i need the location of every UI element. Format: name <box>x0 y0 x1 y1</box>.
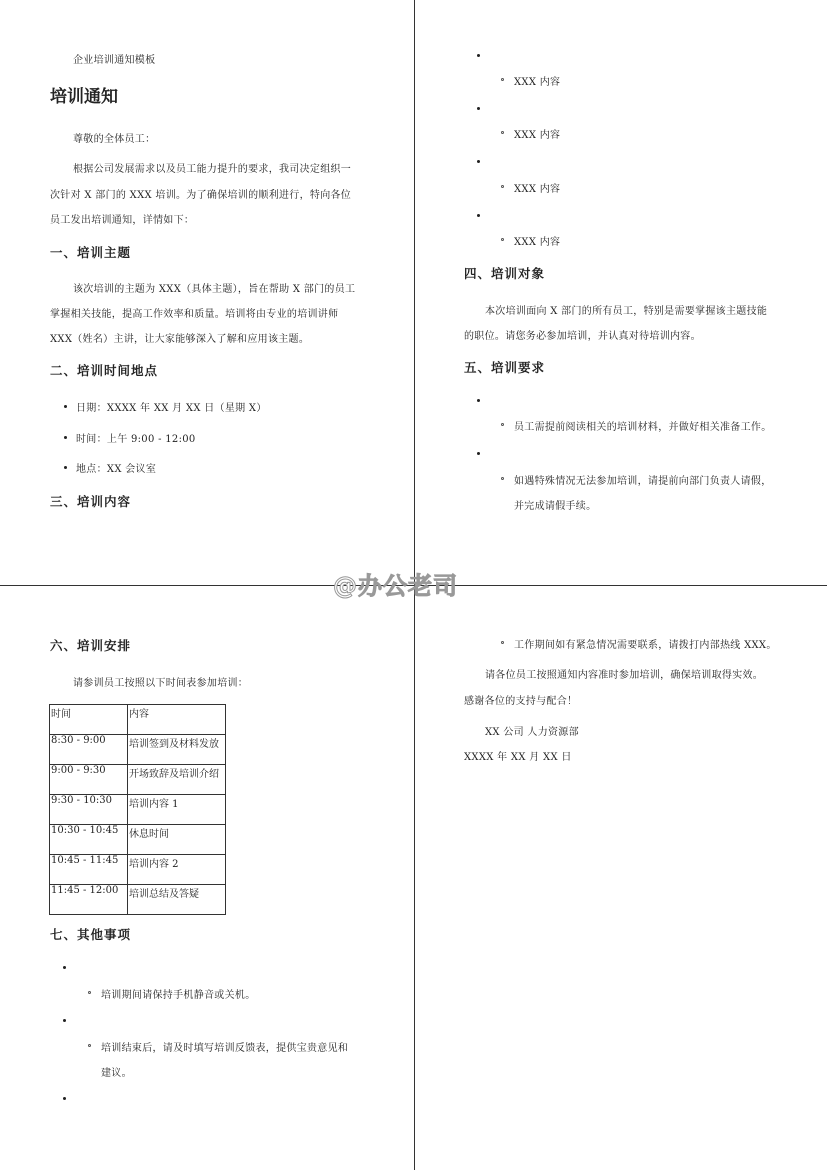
sub-bullet-circle <box>501 78 504 81</box>
bullet-dot <box>64 466 67 469</box>
table-cell-content: 培训内容 1 <box>128 795 226 825</box>
list-item-place: 地点：XX 会议室 <box>76 464 157 475</box>
bullet-dot <box>477 214 480 217</box>
section6-intro: 请参训员工按照以下时间表参加培训： <box>73 678 249 689</box>
table-header-row <box>50 705 226 735</box>
signature-date: XXXX 年 XX 月 XX 日 <box>464 752 572 763</box>
page-title: 培训通知 <box>50 87 118 107</box>
bullet-dot <box>477 160 480 163</box>
thanks-line: 感谢各位的支持与配合！ <box>464 696 578 707</box>
table-row <box>50 735 226 765</box>
bullet-dot <box>477 399 480 402</box>
sub-bullet-circle <box>501 238 504 241</box>
bullet-dot <box>477 452 480 455</box>
bullet-dot <box>64 405 67 408</box>
list-item-time: 时间：上午 9:00 - 12:00 <box>76 434 196 445</box>
other-item-2-line-2: 建议。 <box>101 1068 132 1079</box>
content-item-4: XXX 内容 <box>514 237 561 248</box>
requirement-2-line-2: 并完成请假手续。 <box>514 501 597 512</box>
bullet-dot <box>63 1097 66 1100</box>
section2-heading: 二、培训时间地点 <box>50 363 159 378</box>
table-cell-content: 开场致辞及培训介绍 <box>128 765 226 795</box>
section4-heading: 四、培训对象 <box>464 266 546 281</box>
content-item-1: XXX 内容 <box>514 77 561 88</box>
intro-line-1: 根据公司发展需求以及员工能力提升的要求，我司决定组织一 <box>73 164 352 175</box>
table-cell-content: 培训内容 2 <box>128 855 226 885</box>
closing-line: 请各位员工按照通知内容准时参加培训，确保培训取得实效。 <box>485 670 764 681</box>
sub-bullet-circle <box>501 477 504 480</box>
table-header-cell: 时间 <box>50 705 128 735</box>
emergency-contact: 工作期间如有紧急情况需要联系，请拨打内部热线 XXX。 <box>514 640 777 651</box>
signature: XX 公司 人力资源部 <box>485 727 579 738</box>
sub-bullet-circle <box>501 185 504 188</box>
section1-heading: 一、培训主题 <box>50 245 132 260</box>
section6-heading: 六、培训安排 <box>50 638 132 653</box>
sub-bullet-circle <box>88 1044 91 1047</box>
section3-heading: 三、培训内容 <box>50 494 132 509</box>
list-item-date: 日期：XXXX 年 XX 月 XX 日（星期 X） <box>76 403 267 414</box>
table-cell-time: 9:00 - 9:30 <box>50 765 128 795</box>
table-cell-time: 11:45 - 12:00 <box>50 885 128 915</box>
content-item-3: XXX 内容 <box>514 184 561 195</box>
table-header-cell: 内容 <box>128 705 226 735</box>
bullet-dot <box>64 436 67 439</box>
sub-bullet-circle <box>501 423 504 426</box>
bullet-dot <box>477 107 480 110</box>
table-cell-time: 8:30 - 9:00 <box>50 735 128 765</box>
table-row <box>50 825 226 855</box>
schedule-table <box>49 704 226 915</box>
table-cell-time: 9:30 - 10:30 <box>50 795 128 825</box>
table-row <box>50 885 226 915</box>
sub-bullet-circle <box>88 991 91 994</box>
section4-line-1: 本次培训面向 X 部门的所有员工，特别是需要掌握该主题技能 <box>485 306 768 317</box>
intro-line-2: 次针对 X 部门的 XXX 培训。为了确保培训的顺利进行，特向各位 <box>50 190 352 201</box>
sub-bullet-circle <box>501 131 504 134</box>
table-row <box>50 765 226 795</box>
intro-line-3: 员工发出培训通知，详情如下： <box>50 215 195 226</box>
other-item-1: 培训期间请保持手机静音或关机。 <box>101 990 256 1001</box>
section7-heading: 七、其他事项 <box>50 927 132 942</box>
table-row <box>50 795 226 825</box>
table-cell-content: 休息时间 <box>128 825 226 855</box>
section1-line-2: 掌握相关技能，提高工作效率和质量。培训将由专业的培训讲师 <box>50 309 339 320</box>
requirement-2-line-1: 如遇特殊情况无法参加培训，请提前向部门负责人请假， <box>514 476 772 487</box>
sub-bullet-circle <box>501 641 504 644</box>
requirement-1: 员工需提前阅读相关的培训材料，并做好相关准备工作。 <box>514 422 772 433</box>
table-cell-time: 10:30 - 10:45 <box>50 825 128 855</box>
table-cell-time: 10:45 - 11:45 <box>50 855 128 885</box>
section1-line-1: 该次培训的主题为 XXX（具体主题），旨在帮助 X 部门的员工 <box>73 284 356 295</box>
watermark: @办公老司 <box>333 572 458 600</box>
table-cell-content: 培训签到及材料发放 <box>128 735 226 765</box>
other-item-2-line-1: 培训结束后，请及时填写培训反馈表，提供宝贵意见和 <box>101 1043 349 1054</box>
table-cell-content: 培训总结及答疑 <box>128 885 226 915</box>
bullet-dot <box>63 966 66 969</box>
section5-heading: 五、培训要求 <box>464 360 546 375</box>
bullet-dot <box>477 54 480 57</box>
table-row <box>50 855 226 885</box>
template-label: 企业培训通知模板 <box>73 55 156 66</box>
section1-line-3: XXX（姓名）主讲，让大家能够深入了解和应用该主题。 <box>50 334 310 345</box>
bullet-dot <box>63 1019 66 1022</box>
section4-line-2: 的职位。请您务必参加培训，并认真对待培训内容。 <box>464 331 701 342</box>
salutation: 尊敬的全体员工： <box>73 134 156 145</box>
content-item-2: XXX 内容 <box>514 130 561 141</box>
